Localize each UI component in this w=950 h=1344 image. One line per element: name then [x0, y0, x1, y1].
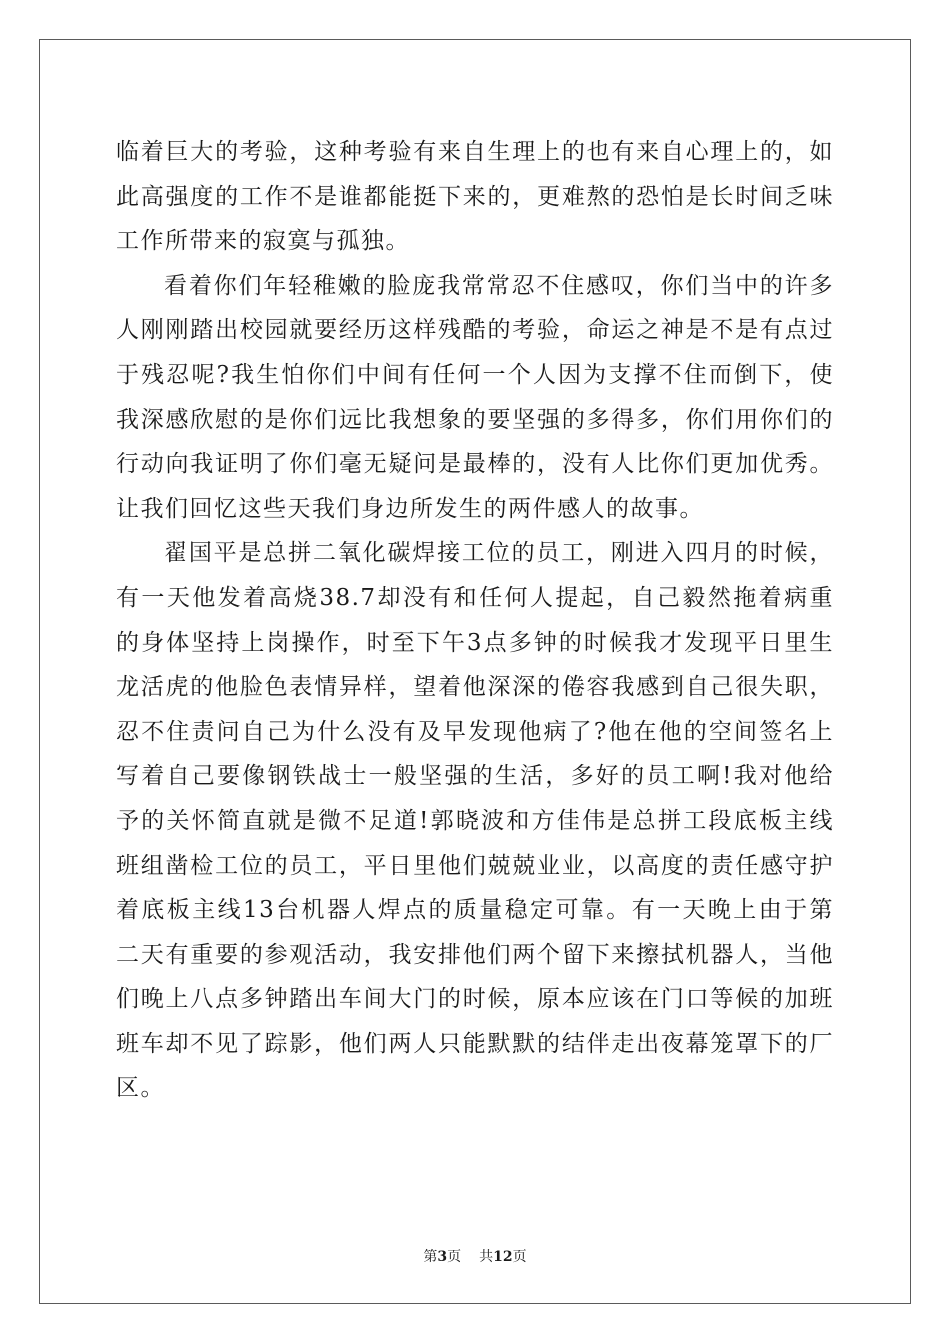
page-suffix: 页: [447, 1249, 462, 1265]
page-footer: [0, 1246, 950, 1266]
total-suffix: 页: [512, 1249, 527, 1265]
page-number: 3: [437, 1249, 448, 1265]
paragraph-1: 临着巨大的考验，这种考验有来自生理上的也有来自心理上的，如此高强度的工作不是谁都能挺下来的，更难熬的恐怕是长时间乏味工作所带来的寂寞与孤独。: [116, 139, 834, 255]
total-prefix: 共: [479, 1249, 494, 1265]
document-body: [116, 130, 834, 1111]
paragraph-2: 看着你们年轻稚嫩的脸庞我常常忍不住感叹，你们当中的许多人刚刚踏出校园就要经历这样残酷的考验，命运之神是不是有点过于残忍呢?我生怕你们中间有任何一个人因为支撑不住而倒下，使我深感欣慰的是你们远比我想象的要坚强的多得多，你们用你们的行动向我证明了你们毫无疑问是最棒的，没有人比你们更加优秀。让我们回忆这些天我们身边所发生的两件感人的故事。: [116, 272, 834, 522]
page-prefix: 第: [423, 1249, 438, 1265]
total-pages: 12: [493, 1249, 513, 1265]
paragraph-3: 翟国平是总拼二氧化碳焊接工位的员工，刚进入四月的时候，有一天他发着高烧38.7却没有和任何人提起，自己毅然拖着病重的身体坚持上岗操作，时至下午3点多钟的时候我才发现平日里生龙活虎的他脸色表情异样，望着他深深的倦容我感到自己很失职，忍不住责问自己为什么没有及早发现他病了?他在他的空间签名上写着自己要像钢铁战士一般坚强的生活，多好的员工啊!我对他给予的关怀简直就是微不足道!郭晓波和方佳伟是总拼工段底板主线班组凿检工位的员工，平日里他们兢兢业业，以高度的责任感守护着底板主线13台机器人焊点的质量稳定可靠。有一天晚上由于第二天有重要的参观活动，我安排他们两个留下来擦拭机器人，当他们晚上八点多钟踏出车间大门的时候，原本应该在门口等候的加班班车却不见了踪影，他们两人只能默默的结伴走出夜幕笼罩下的厂区。: [116, 540, 834, 1102]
